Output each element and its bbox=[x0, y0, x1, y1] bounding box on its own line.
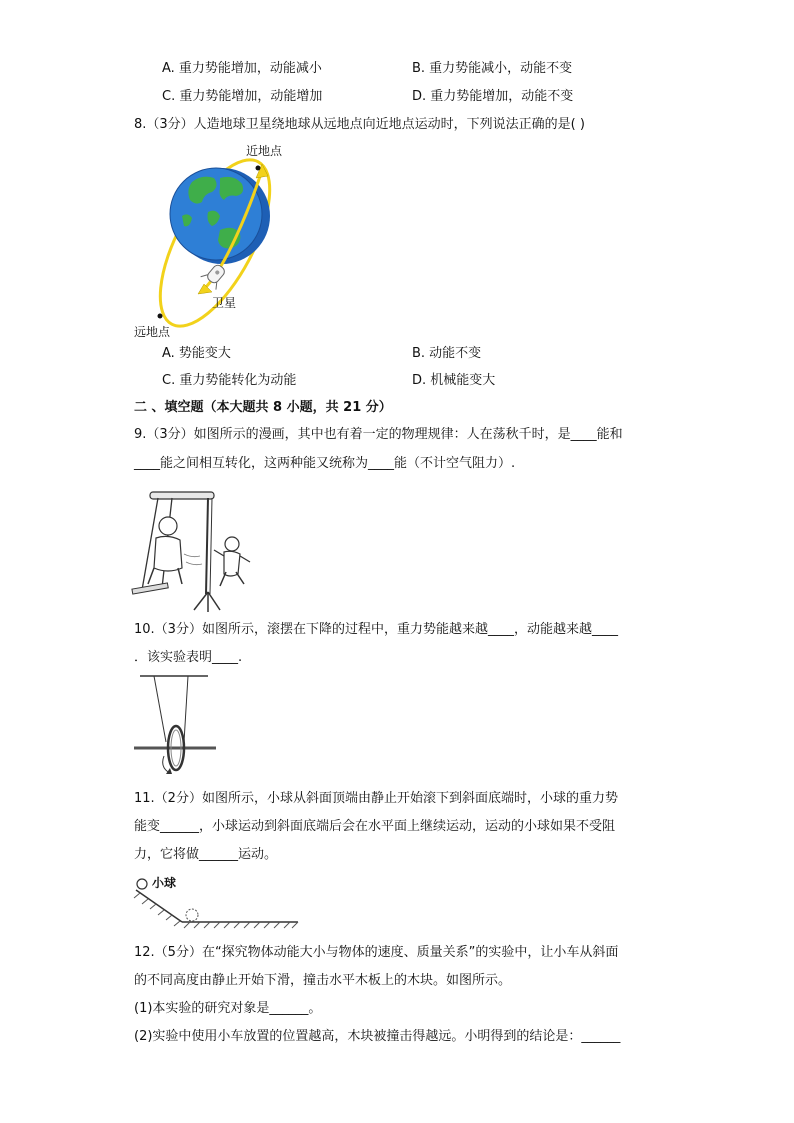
q11-line2: 能变______，小球运动到斜面底端后会在水平面上继续运动，运动的小球如果不受阻 bbox=[134, 819, 616, 834]
q8-option-c: C. 重力势能转化为动能 bbox=[162, 373, 297, 388]
q8-option-a: A. 势能变大 bbox=[162, 346, 231, 361]
q7-option-d: D. 重力势能增加，动能不变 bbox=[412, 89, 574, 104]
apogee-label: 远地点 bbox=[134, 325, 171, 339]
q7-option-b: B. 重力势能减小，动能不变 bbox=[412, 61, 573, 76]
kid-head bbox=[225, 537, 239, 551]
q12-line4: (2)实验中使用小车放置的位置越高，木块被撞击得越远。小明得到的结论是：______ bbox=[134, 1029, 621, 1044]
q7-option-c: C. 重力势能增加，动能增加 bbox=[162, 89, 323, 104]
q8-option-b: B. 动能不变 bbox=[412, 346, 482, 361]
perigee-dot bbox=[256, 166, 261, 171]
q9-line2: ____能之间相互转化，这两种能又统称为____能（不计空气阻力）. bbox=[134, 456, 516, 471]
swing-cartoon-figure bbox=[128, 482, 258, 614]
satellite-label: 卫星 bbox=[212, 296, 237, 310]
arrow-icon bbox=[198, 284, 212, 294]
swing-svg bbox=[128, 482, 258, 614]
q8-stem: 8.（3分）人造地球卫星绕地球从远地点向近地点运动时，下列说法正确的是( ) bbox=[134, 117, 585, 132]
maxwell-wheel-figure bbox=[130, 670, 230, 780]
section-heading: 二 、填空题（本大题共 8 小题，共 21 分） bbox=[134, 400, 392, 415]
ball-label: 小球 bbox=[152, 876, 177, 890]
maxwell-wheel-svg bbox=[130, 670, 230, 780]
q11-line1: 11.（2分）如图所示，小球从斜面顶端由静止开始滚下到斜面底端时，小球的重力势 bbox=[134, 791, 618, 806]
q12-line2: 的不同高度由静止开始下滑，撞击水平木板上的木块。如图所示。 bbox=[134, 973, 512, 988]
q10-line2: ．该实验表明____. bbox=[134, 650, 243, 665]
earth-orbit-figure bbox=[130, 138, 290, 343]
apogee-dot bbox=[158, 314, 163, 319]
q11-line3: 力，它将做______运动。 bbox=[134, 847, 278, 862]
perigee-label: 近地点 bbox=[246, 144, 283, 158]
q12-line3: (1)本实验的研究对象是______。 bbox=[134, 1001, 322, 1016]
ball-top-icon bbox=[137, 879, 147, 889]
q10-line1: 10.（3分）如图所示，滚摆在下降的过程中，重力势能越来越____，动能越来越____ bbox=[134, 622, 618, 637]
earth-orbit-svg bbox=[130, 138, 290, 343]
q12-line1: 12.（5分）在“探究物体动能大小与物体的速度、质量关系”的实验中，让小车从斜面 bbox=[134, 945, 619, 960]
ball-bottom-icon bbox=[186, 909, 198, 921]
child-head bbox=[159, 517, 177, 535]
q7-option-a: A. 重力势能增加，动能减小 bbox=[162, 61, 322, 76]
q9-line1: 9.（3分）如图所示的漫画，其中也有着一定的物理规律：人在荡秋千时，是____能和 bbox=[134, 427, 623, 442]
q8-option-d: D. 机械能变大 bbox=[412, 373, 496, 388]
